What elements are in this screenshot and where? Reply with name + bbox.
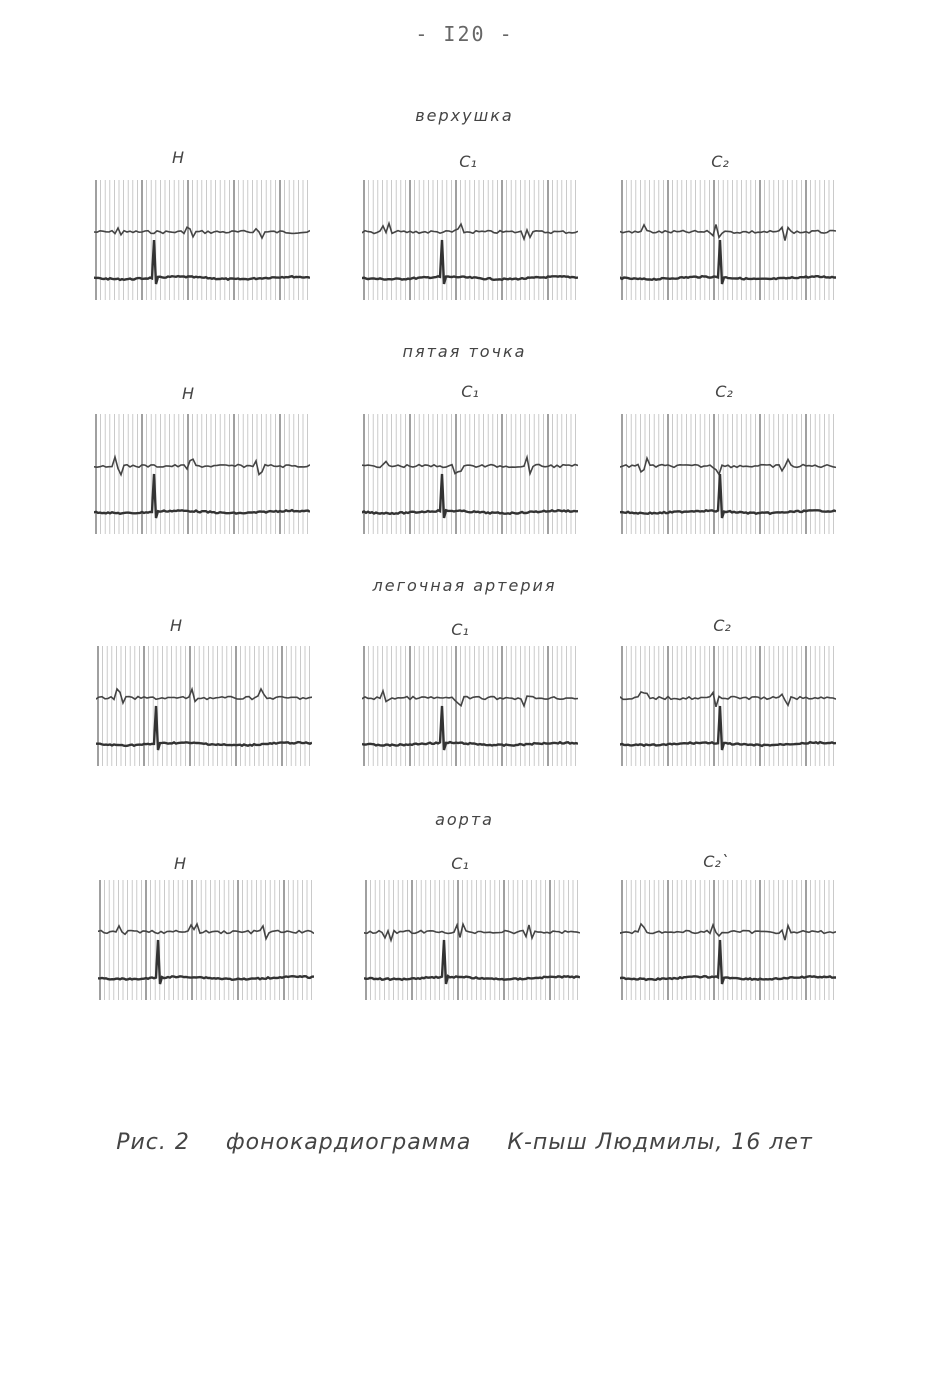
section-title-aorta: аорта <box>435 810 494 829</box>
trace-label: С₁ <box>451 620 469 639</box>
trace-svg <box>98 880 314 1000</box>
trace-svg <box>620 880 836 1000</box>
trace-svg <box>364 880 580 1000</box>
trace-label: Н <box>173 854 187 873</box>
trace-svg <box>96 646 312 766</box>
phonocardiogram-trace <box>98 880 314 1000</box>
trace-svg <box>362 180 578 300</box>
trace-svg <box>94 180 310 300</box>
phonocardiogram-trace <box>620 414 836 534</box>
trace-label: С₂ <box>713 616 731 635</box>
figure-caption <box>0 1130 929 1155</box>
trace-label: Н <box>169 616 183 635</box>
figure-number: Рис. 2 <box>116 1130 190 1155</box>
figure-subject: К-пыш Людмилы, 16 лет <box>507 1130 813 1155</box>
trace-label: С₂` <box>703 852 729 871</box>
section-title-fifth-point: пятая точка <box>402 342 527 361</box>
phonocardiogram-trace <box>362 180 578 300</box>
trace-svg <box>362 414 578 534</box>
trace-label: С₁ <box>459 152 477 171</box>
phonocardiogram-trace <box>96 646 312 766</box>
phonocardiogram-trace <box>620 180 836 300</box>
phonocardiogram-trace <box>94 180 310 300</box>
phonocardiogram-trace <box>620 646 836 766</box>
trace-label: С₂ <box>711 152 729 171</box>
phonocardiogram-trace <box>362 646 578 766</box>
trace-label: Н <box>171 148 185 167</box>
trace-svg <box>94 414 310 534</box>
trace-svg <box>620 414 836 534</box>
phonocardiogram-trace <box>362 414 578 534</box>
section-title-pulmonary-artery: легочная артерия <box>372 576 557 595</box>
figure-title: фонокардиограмма <box>225 1130 472 1155</box>
page-number: - I20 - <box>415 22 514 46</box>
phonocardiogram-trace <box>364 880 580 1000</box>
trace-label: С₂ <box>715 382 733 401</box>
phonocardiogram-trace <box>94 414 310 534</box>
trace-label: С₁ <box>451 854 469 873</box>
phonocardiogram-trace <box>620 880 836 1000</box>
trace-label: Н <box>181 384 195 403</box>
trace-svg <box>362 646 578 766</box>
trace-svg <box>620 646 836 766</box>
trace-svg <box>620 180 836 300</box>
trace-label: С₁ <box>461 382 479 401</box>
section-title-apex: верхушка <box>415 106 514 125</box>
